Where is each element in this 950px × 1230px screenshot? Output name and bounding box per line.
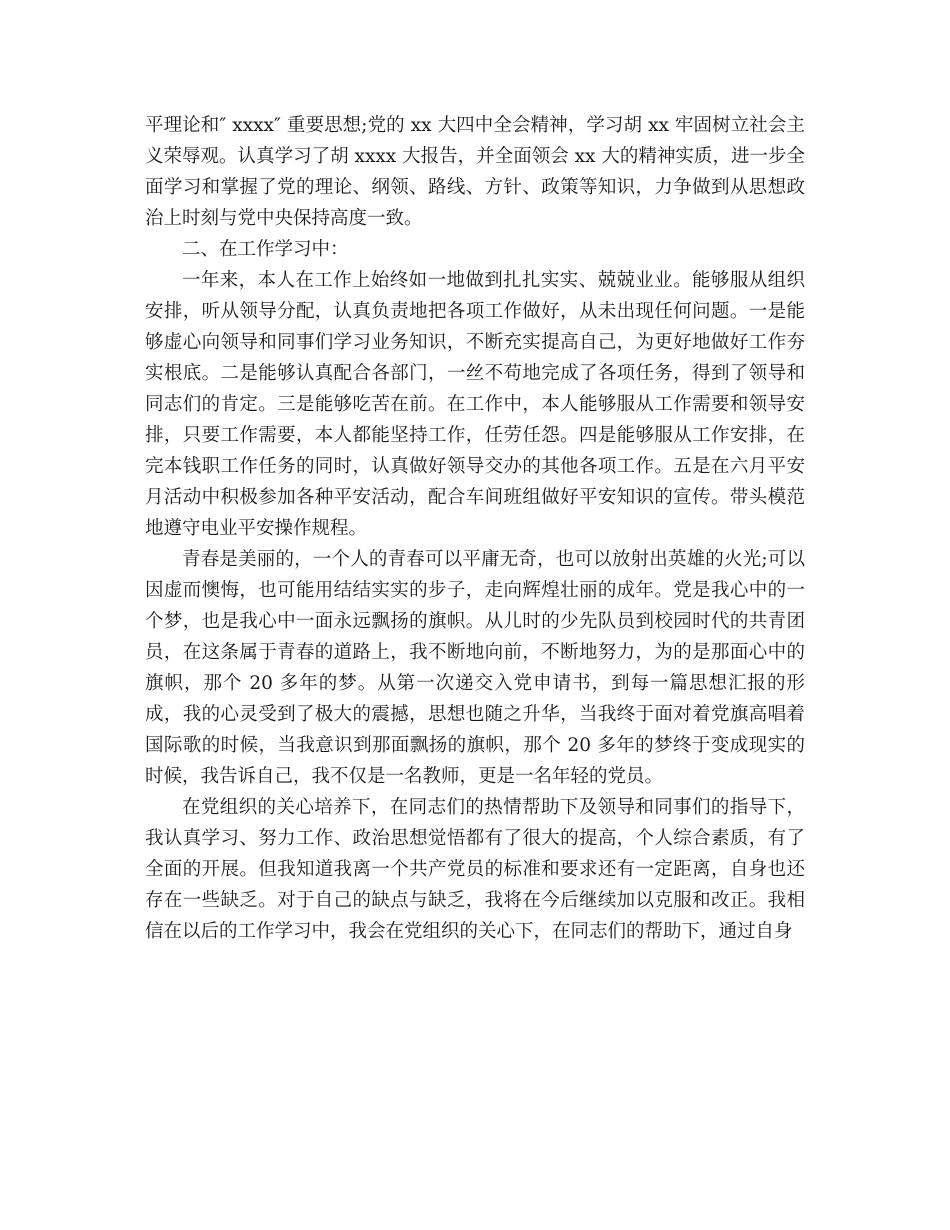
section-heading-work-study: 二、在工作学习中： — [182, 239, 349, 260]
paragraph-self-assessment: 在党组织的关心培养下，在同志们的热情帮助下及领导和同事们的指导下，我认真学习、努力工作、政治思想觉悟都有了很大的提高，个人综合素质，有了全面的开展。但我知道我离一个共产党员的标准和要求还有一定距离，自身也还存在一些缺乏。对于自己的缺点与缺乏，我将在今后继续加以克服和改正。我相信在以后的工作学习中，我会在党组织的关心下，在同志们的帮助下，通过自身 — [145, 797, 805, 942]
paragraph-work-summary: 一年来，本人在工作上始终如一地做到扎扎实实、兢兢业业。能够服从组织安排，听从领导分配，认真负责地把各项工作做好，从未出现任何问题。一是能够虚心向领导和同事们学习业务知识，不断充实提高自己，为更好地做好工作夯实根底。二是能够认真配合各部门，一丝不苟地完成了各项任务，得到了领导和同志们的肯定。三是能够吃苦在前。在工作中，本人能够服从工作需要和领导安排，只要工作需要，本人都能坚持工作，任劳任怨。四是能够服从工作安排，在完本钱职工作任务的同时，认真做好领导交办的其他各项工作。五是在六月平安月活动中积极参加各种平安活动，配合车间班组做好平安知识的宣传。带头模范地遵守电业平安操作规程。 — [145, 270, 805, 539]
paragraph-youth-reflection: 青春是美丽的，一个人的青春可以平庸无奇，也可以放射出英雄的火光;可以因虚而懊悔，也可能用结结实实的步子，走向辉煌壮丽的成年。党是我心中的一个梦，也是我心中一面永远飘扬的旗帜。从儿时的少先队员到校园时代的共青团员，在这条属于青春的道路上，我不断地向前，不断地努力，为的是那面心中的旗帜，那个 20 多年的梦。从第一次递交入党申请书，到每一篇思想汇报的形成，我的心灵受到了极大的震撼，思想也随之升华，当我终于面对着党旗高唱着国际歌的时候，当我意识到那面飘扬的旗帜，那个 20 多年的梦终于变成现实的时候，我告诉自己，我不仅是一名教师，更是一名年轻的党员。 — [145, 549, 805, 787]
document-body — [145, 110, 805, 947]
paragraph-continuation: 平理论和″ xxxx″ 重要思想;党的 xx 大四中全会精神，学习胡 xx 牢固树立社会主义荣辱观。认真学习了胡 xxxx 大报告，并全面领会 xx 大的精神实质，进一步全面学习和掌握了党的理论、纲领、路线、方针、政策等知识，力争做到从思想政治上时刻与党中央保持高度一致。 — [145, 115, 805, 229]
